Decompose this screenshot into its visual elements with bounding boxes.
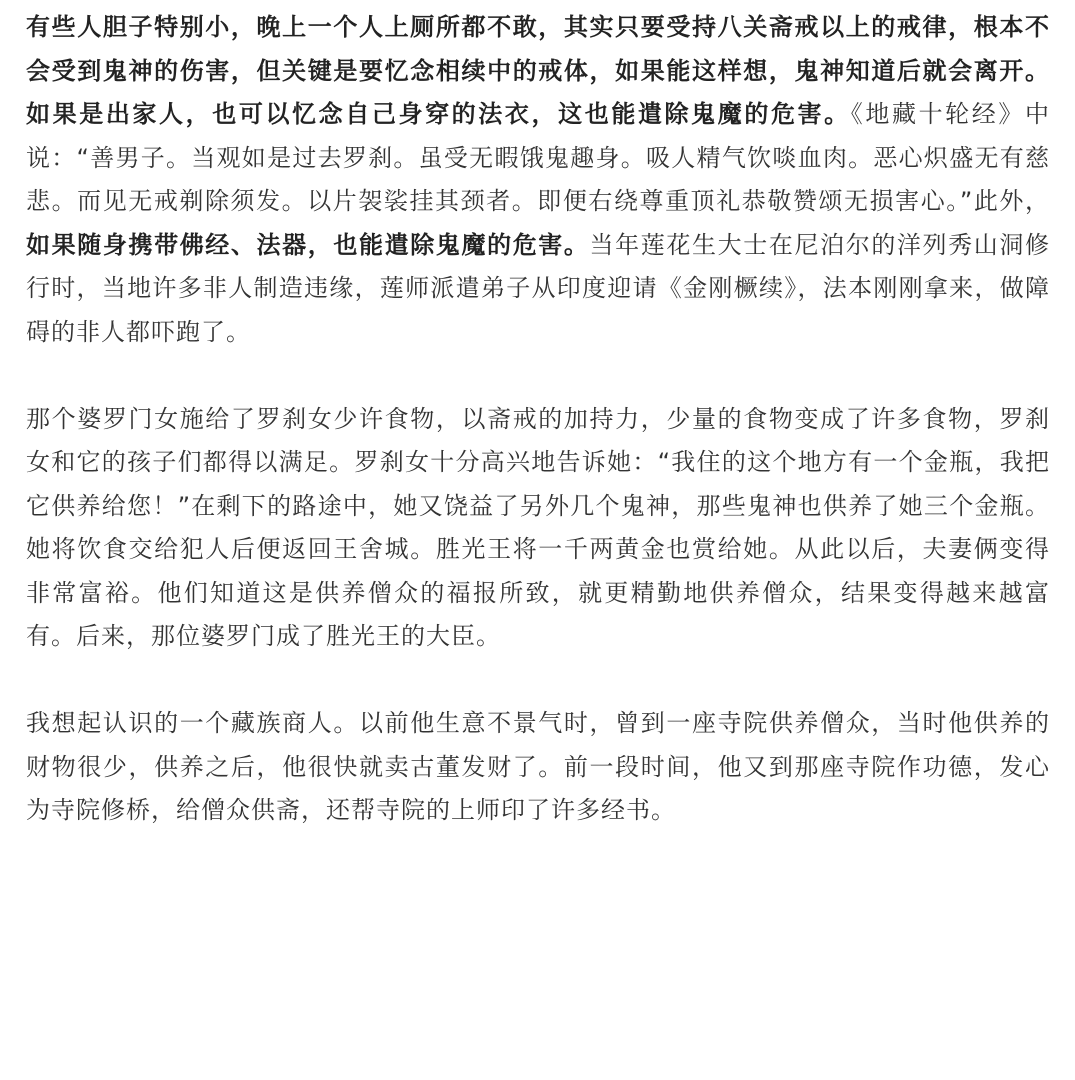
paragraph-1-sutra-quote: 《地藏十轮经》中说：“善男子。当观如是过去罗刹。虽受无暇饿鬼趣身。吸人精气饮啖血肉。恶心炽盛无有慈悲。而见无戒剃除须发。以片袈裟挂其颈者。即便右绕尊重顶礼恭敬赞颂无损害心。”此外， [26, 100, 1051, 215]
article-body [26, 6, 1050, 833]
paragraph-2-text: 那个婆罗门女施给了罗刹女少许食物，以斋戒的加持力，少量的食物变成了许多食物，罗刹女和它的孩子们都得以满足。罗刹女十分高兴地告诉她：“我住的这个地方有一个金瓶，我把它供养给您！”在剩下的路途中，她又饶益了另外几个鬼神，那些鬼神也供养了她三个金瓶。她将饮食交给犯人后便返回王舍城。胜光王将一千两黄金也赏给她。从此以后，夫妻俩变得非常富裕。他们知道这是供养僧众的福报所致，就更精勤地供养僧众，结果变得越来越富有。后来，那位婆罗门成了胜光王的大臣。 [26, 404, 1050, 650]
paragraph-1-bold-intro: 有些人胆子特别小，晚上一个人上厕所都不敢，其实只要受持八关斋戒以上的戒律，根本不会受到鬼神的伤害，但关键是要忆念相续中的戒体，如果能这样想，鬼神知道后就会离开。如果是出家人，也可以忆念自己身穿的法衣，这也能遣除鬼魔的危害。 [26, 13, 1050, 128]
paragraph-1-padmasambhava-story: 当年莲花生大士在尼泊尔的洋列秀山洞修行时，当地许多非人制造违缘，莲师派遣弟子从印度迎请《金刚橛续》，法本刚刚拿来，做障碍的非人都吓跑了。 [26, 230, 1051, 346]
paragraph-1 [26, 6, 1050, 354]
paragraph-1-bold-scripture: 如果随身携带佛经、法器，也能遣除鬼魔的危害。 [26, 230, 590, 259]
paragraph-3 [26, 702, 1050, 833]
paragraph-3-text: 我想起认识的一个藏族商人。以前他生意不景气时，曾到一座寺院供养僧众，当时他供养的财物很少，供养之后，他很快就卖古董发财了。前一段时间，他又到那座寺院作功德，发心为寺院修桥，给僧众供斋，还帮寺院的上师印了许多经书。 [26, 709, 1050, 824]
paragraph-2 [26, 398, 1050, 659]
